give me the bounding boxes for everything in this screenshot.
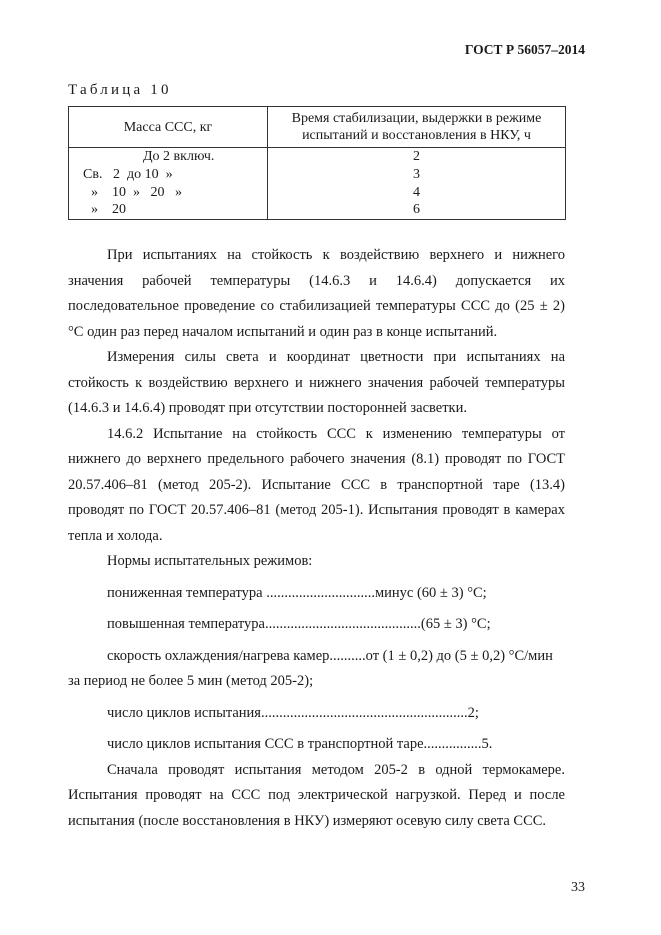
mass-cell: » 20 bbox=[69, 202, 268, 220]
mode-cooling-rate: скорость охлаждения/нагрева камер..........от (1 ± 0,2) до (5 ± 0,2) °С/мин за период не более 5 мин (метод 205-2); bbox=[68, 647, 553, 689]
column-header-time: Время стабилизации, выдержки в режиме испытаний и восстановления в НКУ, ч bbox=[268, 107, 566, 148]
mode-cycles: число циклов испытания.........................................................2; bbox=[107, 704, 479, 721]
table-row bbox=[69, 184, 566, 202]
stabilization-time-table bbox=[68, 106, 566, 220]
mode-low-temperature: пониженная температура ..............................минус (60 ± 3) °С; bbox=[107, 584, 487, 601]
mode-high-temperature: повышенная температура...........................................(65 ± 3) °С; bbox=[107, 616, 491, 632]
modes-title: Нормы испытательных режимов: bbox=[107, 553, 313, 569]
table-caption: Таблица 10 bbox=[68, 82, 172, 98]
table-row bbox=[69, 202, 566, 220]
table-row bbox=[69, 148, 566, 166]
column-header-mass: Масса ССС, кг bbox=[69, 107, 268, 148]
standard-code-header: ГОСТ Р 56057–2014 bbox=[464, 42, 585, 57]
main-body-text bbox=[68, 243, 565, 834]
mass-cell: » 10 » 20 » bbox=[69, 184, 268, 202]
paragraph-14-6-2: 14.6.2 Испытание на стойкость ССС к изменению температуры от нижнего до верхнего предельного рабочего значения (8.1) проводят по ГОСТ 20.57.406–81 (метод 205-2). Испытание ССС в транспортной таре (13.4) проводят по ГОСТ 20.57.406–81 (метод 205-1). Испытания проводят в камерах тепла и холода. bbox=[68, 425, 565, 544]
mass-cell: До 2 включ. bbox=[69, 148, 268, 166]
time-cell: 6 bbox=[268, 202, 566, 220]
page-number: 33 bbox=[571, 880, 585, 895]
mass-cell: Св. 2 до 10 » bbox=[69, 166, 268, 184]
paragraph-light-measurement: Измерения силы света и координат цветности при испытаниях на стойкость к воздействию верхнего и нижнего значения рабочей температуры (14.6.3 и 14.6.4) проводят при отсутствии посторонней засветки. bbox=[68, 349, 565, 416]
time-cell: 2 bbox=[268, 148, 566, 166]
table-header-row bbox=[69, 107, 566, 148]
time-cell: 4 bbox=[268, 184, 566, 202]
time-cell: 3 bbox=[268, 166, 566, 184]
mode-cycles-transport: число циклов испытания ССС в транспортной таре................5. bbox=[107, 736, 493, 752]
paragraph-method-205-2: Сначала проводят испытания методом 205-2 в одной термокамере. Испытания проводят на ССС под электрической нагрузкой. Перед и после испытания (после восстановления в НКУ) измеряют осевую силу света ССС. bbox=[68, 761, 565, 829]
table-row bbox=[69, 166, 566, 184]
paragraph-temperature-sequence: При испытаниях на стойкость к воздействию верхнего и нижнего значения рабочей температуры (14.6.3 и 14.6.4) допускается их последовательное проведение со стабилизацией температуры ССС до (25 ± 2) °С один раз перед началом испытаний и один раз в конце испытаний. bbox=[68, 247, 565, 340]
